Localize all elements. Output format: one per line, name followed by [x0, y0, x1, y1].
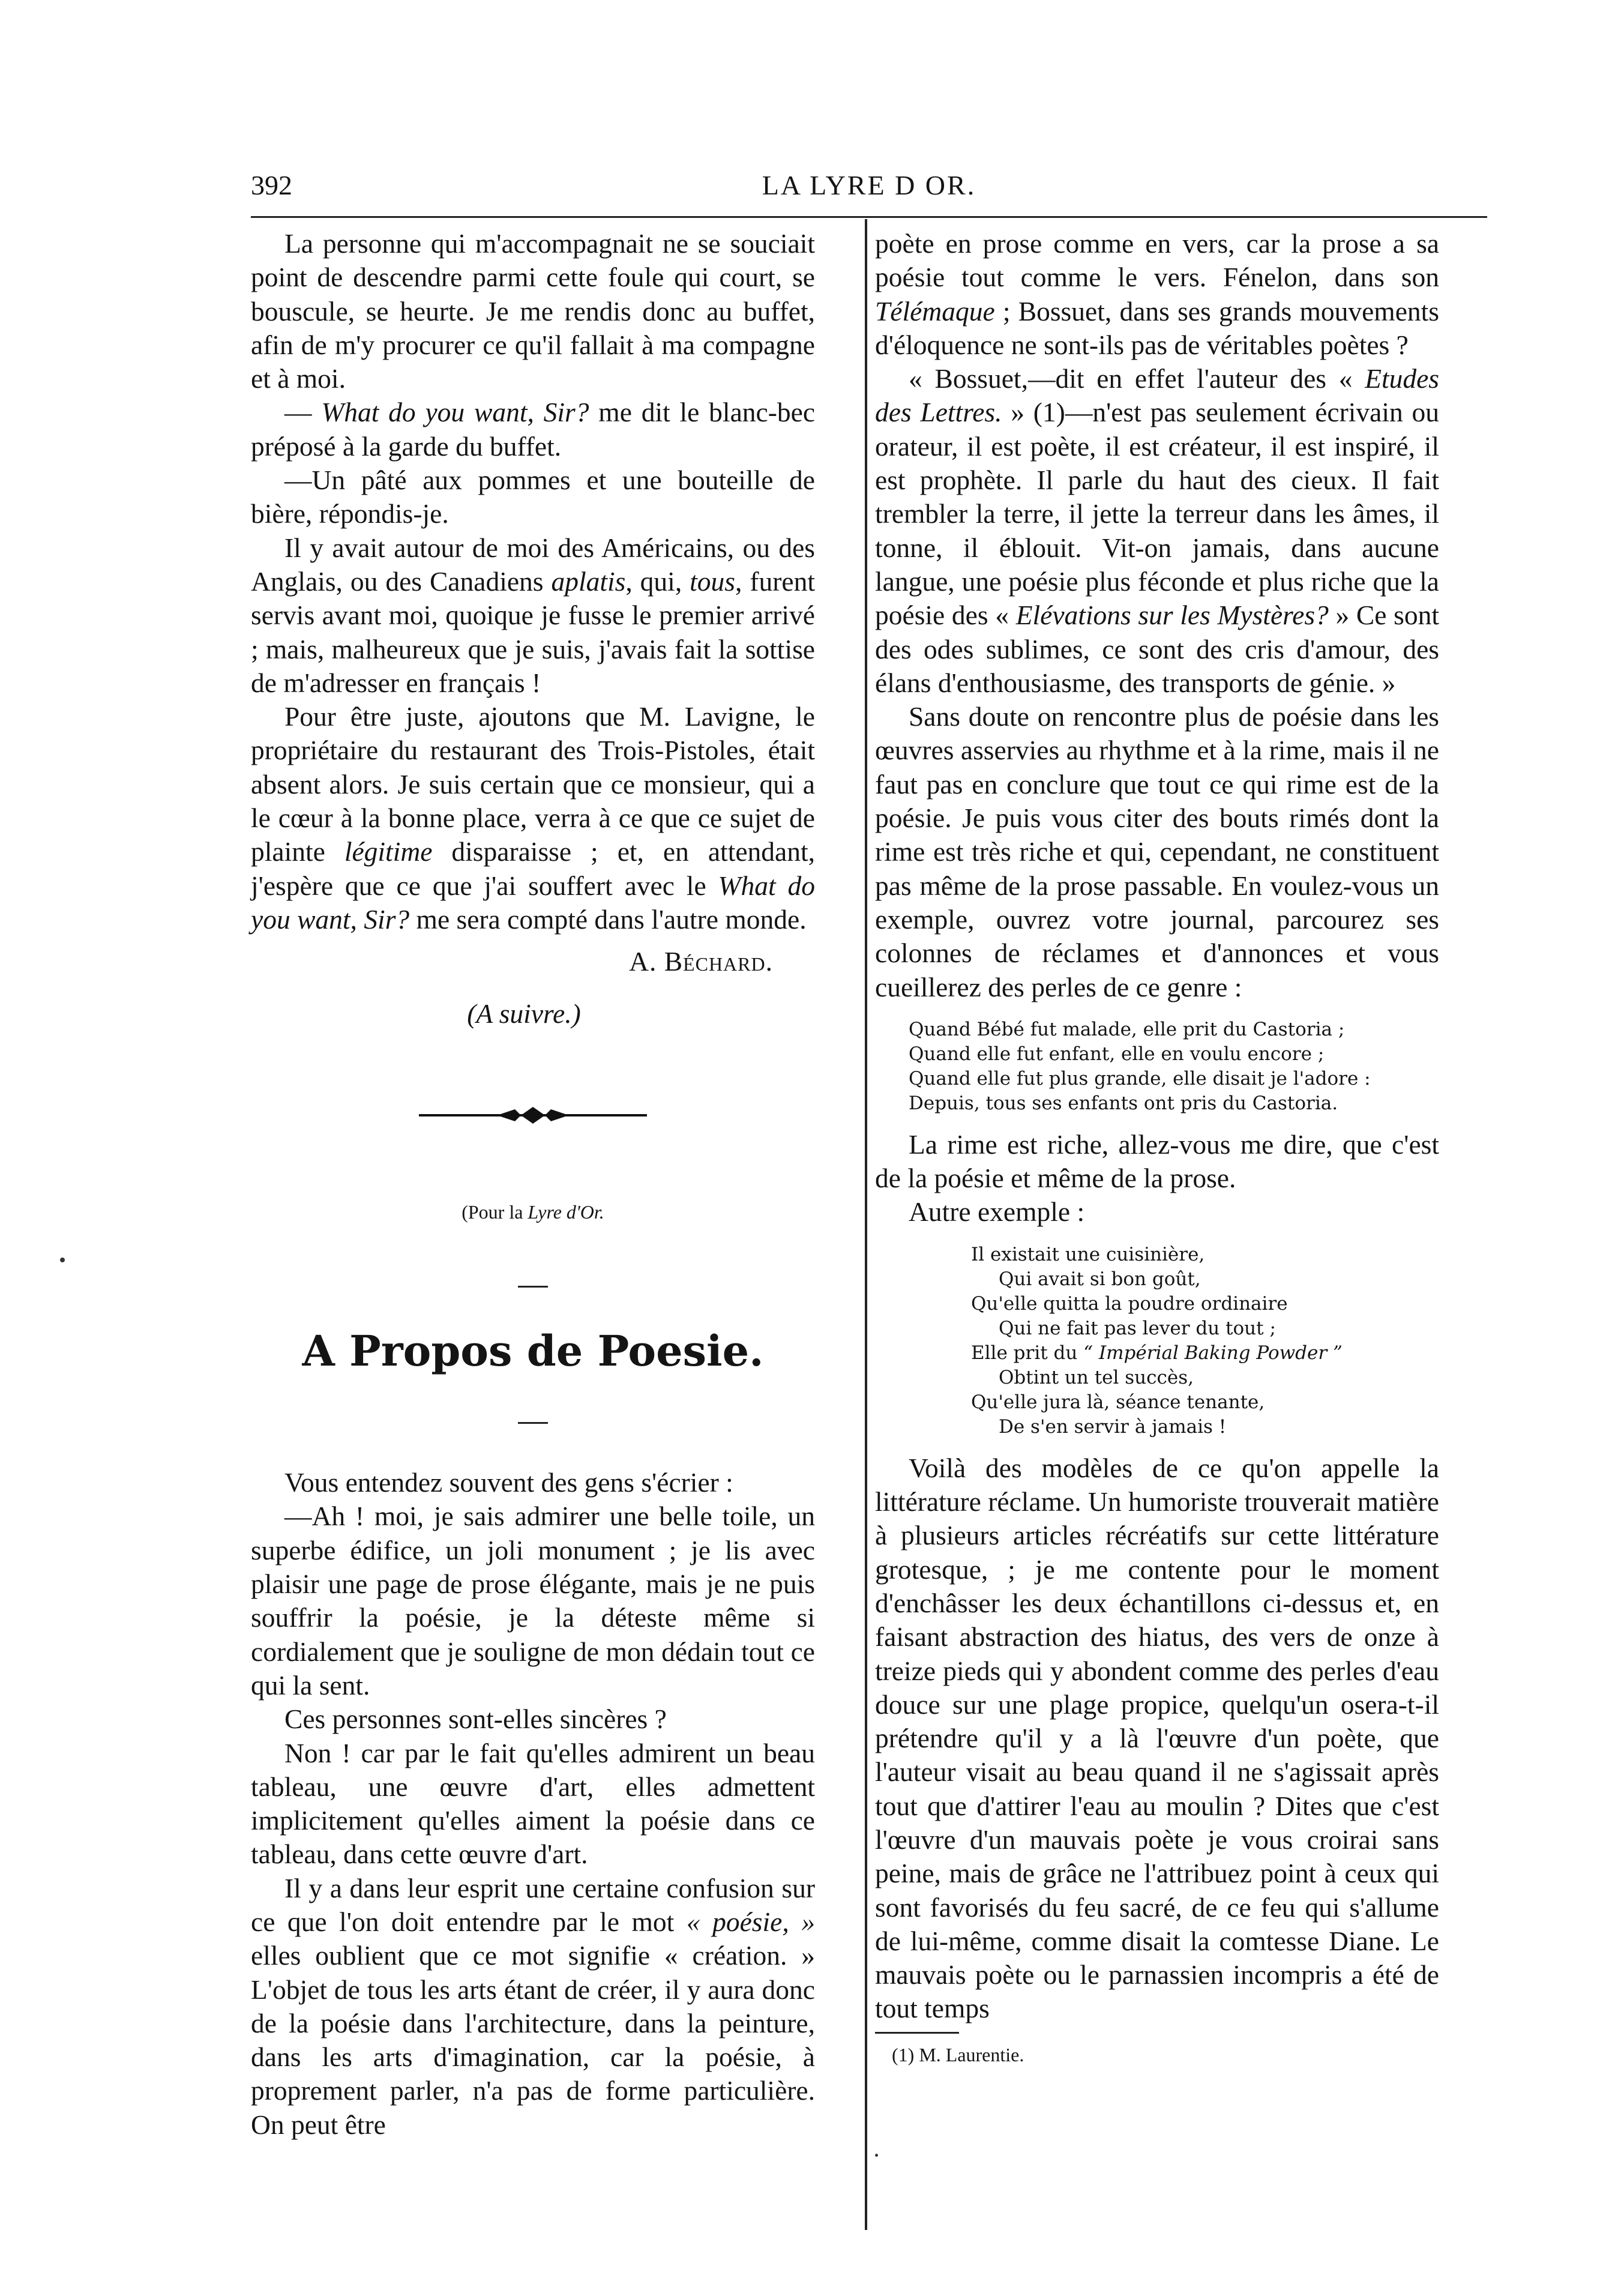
paragraph: Pour être juste, ajoutons que M. Lavigne, le propriétaire du restaurant des Trois-Pistoles, était absent alors. Je suis certain que ce monsieur, qui a le cœur à la bonne place, verra à ce que ce sujet de plainte légitime disparaisse ; et, en attendant, j'espère que ce que j'ai souffert avec le What do you want, Sir? me sera compté dans l'autre monde. — [251, 701, 815, 935]
verse-line: Quand elle fut enfant, elle en voulu encore ; — [909, 1043, 1325, 1065]
paragraph: — What do you want, Sir? me dit le blanc-bec préposé à la garde du buffet. — [251, 397, 816, 462]
paragraph: poète en prose comme en vers, car la prose a sa poésie tout comme le vers. Fénelon, dans son Télémaque ; Bossuet, dans ses grands mouvements d'éloquence ne sont-ils pas de véritables poètes ? — [875, 228, 1439, 360]
paragraph: Il y a dans leur esprit une certaine confusion sur ce que l'on doit entendre par le mot « poésie, » elles oublient que ce mot signifie « création. » L'objet de tous les arts étant de créer, il y aura donc de la poésie dans l'architecture, dans la peinture, dans les arts d'imagination, car la poésie, à proprement parler, n'a pas de forme particulière. On peut être — [251, 1872, 815, 2140]
article-title: A Propos de Poesie. — [302, 1326, 764, 1376]
verse-line: Depuis, tous ses enfants ont pris du Castoria. — [909, 1092, 1338, 1114]
paragraph: Non ! car par le fait qu'elles admirent un beau tableau, une œuvre d'art, elles admettent implicitement qu'elles aiment la poésie dans ce tableau, dans cette œuvre d'art. — [251, 1737, 815, 1870]
paragraph: Autre exemple : — [909, 1196, 1085, 1228]
paragraph: —Un pâté aux pommes et une bouteille de bière, répondis-je. — [251, 465, 815, 529]
print-speck — [875, 2154, 878, 2157]
verse-line: Obtint un tel succès, — [999, 1366, 1194, 1388]
page-header — [251, 169, 1487, 211]
verse-line: Qui ne fait pas lever du tout ; — [999, 1317, 1276, 1339]
running-title: LA LYRE D OR. — [762, 170, 976, 200]
paragraph: La personne qui m'accompagnait ne se souciait point de descendre parmi cette foule qui court, se bouscule, se heurte. Je me rendis donc au buffet, afin de m'y procurer ce qu'il fallait à ma compagne et à moi. — [251, 228, 815, 394]
verse-baking-powder — [971, 1243, 1439, 1439]
paragraph: La rime est riche, allez-vous me dire, que c'est de la poésie et même de la prose. — [875, 1128, 1439, 1194]
verse-line: Il existait une cuisinière, — [971, 1243, 1205, 1265]
paragraph: Sans doute on rencontre plus de poésie dans les œuvres asservies au rhythme et à la rime, mais il ne faut pas en conclure que tout ce qui rime est de la poésie. Je puis vous citer des bouts rimés dont la rime est très riche et qui, cependant, ne constituent pas même de la prose passable. En voulez-vous un exemple, ouvrez votre journal, parcourez ses colonnes de réclames et d'annonces et vous cueillerez des perles de ce genre : — [875, 701, 1439, 1002]
verse-line: Qui avait si bon goût, — [999, 1268, 1201, 1290]
verse-line: De s'en servir à jamais ! — [999, 1415, 1227, 1438]
verse-line: Quand elle fut plus grande, elle disait je l'adore : — [909, 1067, 1371, 1089]
column-divider — [865, 219, 867, 2230]
verse-castoria — [909, 1017, 1439, 1116]
verse-line: Qu'elle jura là, séance tenante, — [971, 1391, 1265, 1413]
ornament-divider-icon — [419, 1101, 647, 1129]
verse-line: Quand Bébé fut malade, elle prit du Castoria ; — [909, 1018, 1345, 1040]
author-signature: A. Béchard. — [629, 946, 773, 977]
verse-line: Elle prit du “ Impérial Baking Powder ” — [971, 1342, 1343, 1364]
footnote: (1) M. Laurentie. — [892, 2043, 1024, 2066]
print-speck — [60, 1258, 65, 1262]
right-column — [875, 227, 1439, 2067]
paragraph: Ces personnes sont-elles sincères ? — [284, 1704, 667, 1735]
to-be-continued: (A suivre.) — [467, 998, 581, 1029]
paragraph: Voilà des modèles de ce qu'on appelle la littérature réclame. Un humoriste trouverait matière à plusieurs articles récréatifs sur cette littérature grotesque, ; je me contente pour le moment d'enchâsser les deux échantillons ci-dessus et, en faisant abstraction des hiatus, des vers de onze à treize pieds qui y abondent comme des perles d'eau douce sur une plage propice, quelqu'un osera-t-il prétendre qu'il y a là l'œuvre d'un poète, que l'auteur visait au beau quand il ne s'agissait après tout que d'attirer l'eau au moulin ? Dites que c'est l'œuvre d'un mauvais poète je vous croirai sans peine, mais de grâce ne l'attribuez point à ceux qui sont favorisés du feu sacré, de ce feu qui s'allume de lui-même, comme disait la comtesse Diane. Le mauvais poète ou le parnassien incompris a été de tout temps — [875, 1452, 1439, 2024]
short-rule — [518, 1422, 548, 1424]
paragraph: Il y avait autour de moi des Américains, ou des Anglais, ou des Canadiens aplatis, qui, tous, furent servis avant moi, quoique je fusse le premier arrivé ; mais, malheureux que je suis, j'avais fait la sottise de m'adresser en français ! — [251, 532, 815, 698]
paragraph: Vous entendez souvent des gens s'écrier : — [284, 1467, 733, 1498]
header-rule — [251, 216, 1487, 218]
pour-la-lyre-dor: (Pour la Lyre d'Or. — [462, 1201, 604, 1223]
page-number: 392 — [251, 170, 292, 200]
paragraph: —Ah ! moi, je sais admirer une belle toile, un superbe édifice, un joli monument ; je lis avec plaisir une page de prose élégante, mais je ne puis souffrir la poésie, je la déteste même si cordialement que je souligne de mon dédain tout ce qui la sent. — [251, 1501, 815, 1701]
short-rule — [518, 1286, 548, 1288]
verse-line: Qu'elle quitta la poudre ordinaire — [971, 1292, 1288, 1315]
left-column — [251, 227, 815, 2142]
footnote-rule — [875, 2032, 959, 2034]
paragraph: « Bossuet,—dit en effet l'auteur des « Etudes des Lettres. » (1)—n'est pas seulement écrivain ou orateur, il est poète, il est créateur, il est inspiré, il est prophète. Il parle du haut des cieux. Il fait trembler la terre, il jette la terreur dans les âmes, il tonne, il éblouit. Vit-on jamais, dans aucune langue, une poésie plus féconde et plus riche que la poésie des « Elévations sur les Mystères? » Ce sont des odes sublimes, ce sont des cris d'amour, des élans d'enthousiasme, des transports de génie. » — [875, 363, 1439, 698]
